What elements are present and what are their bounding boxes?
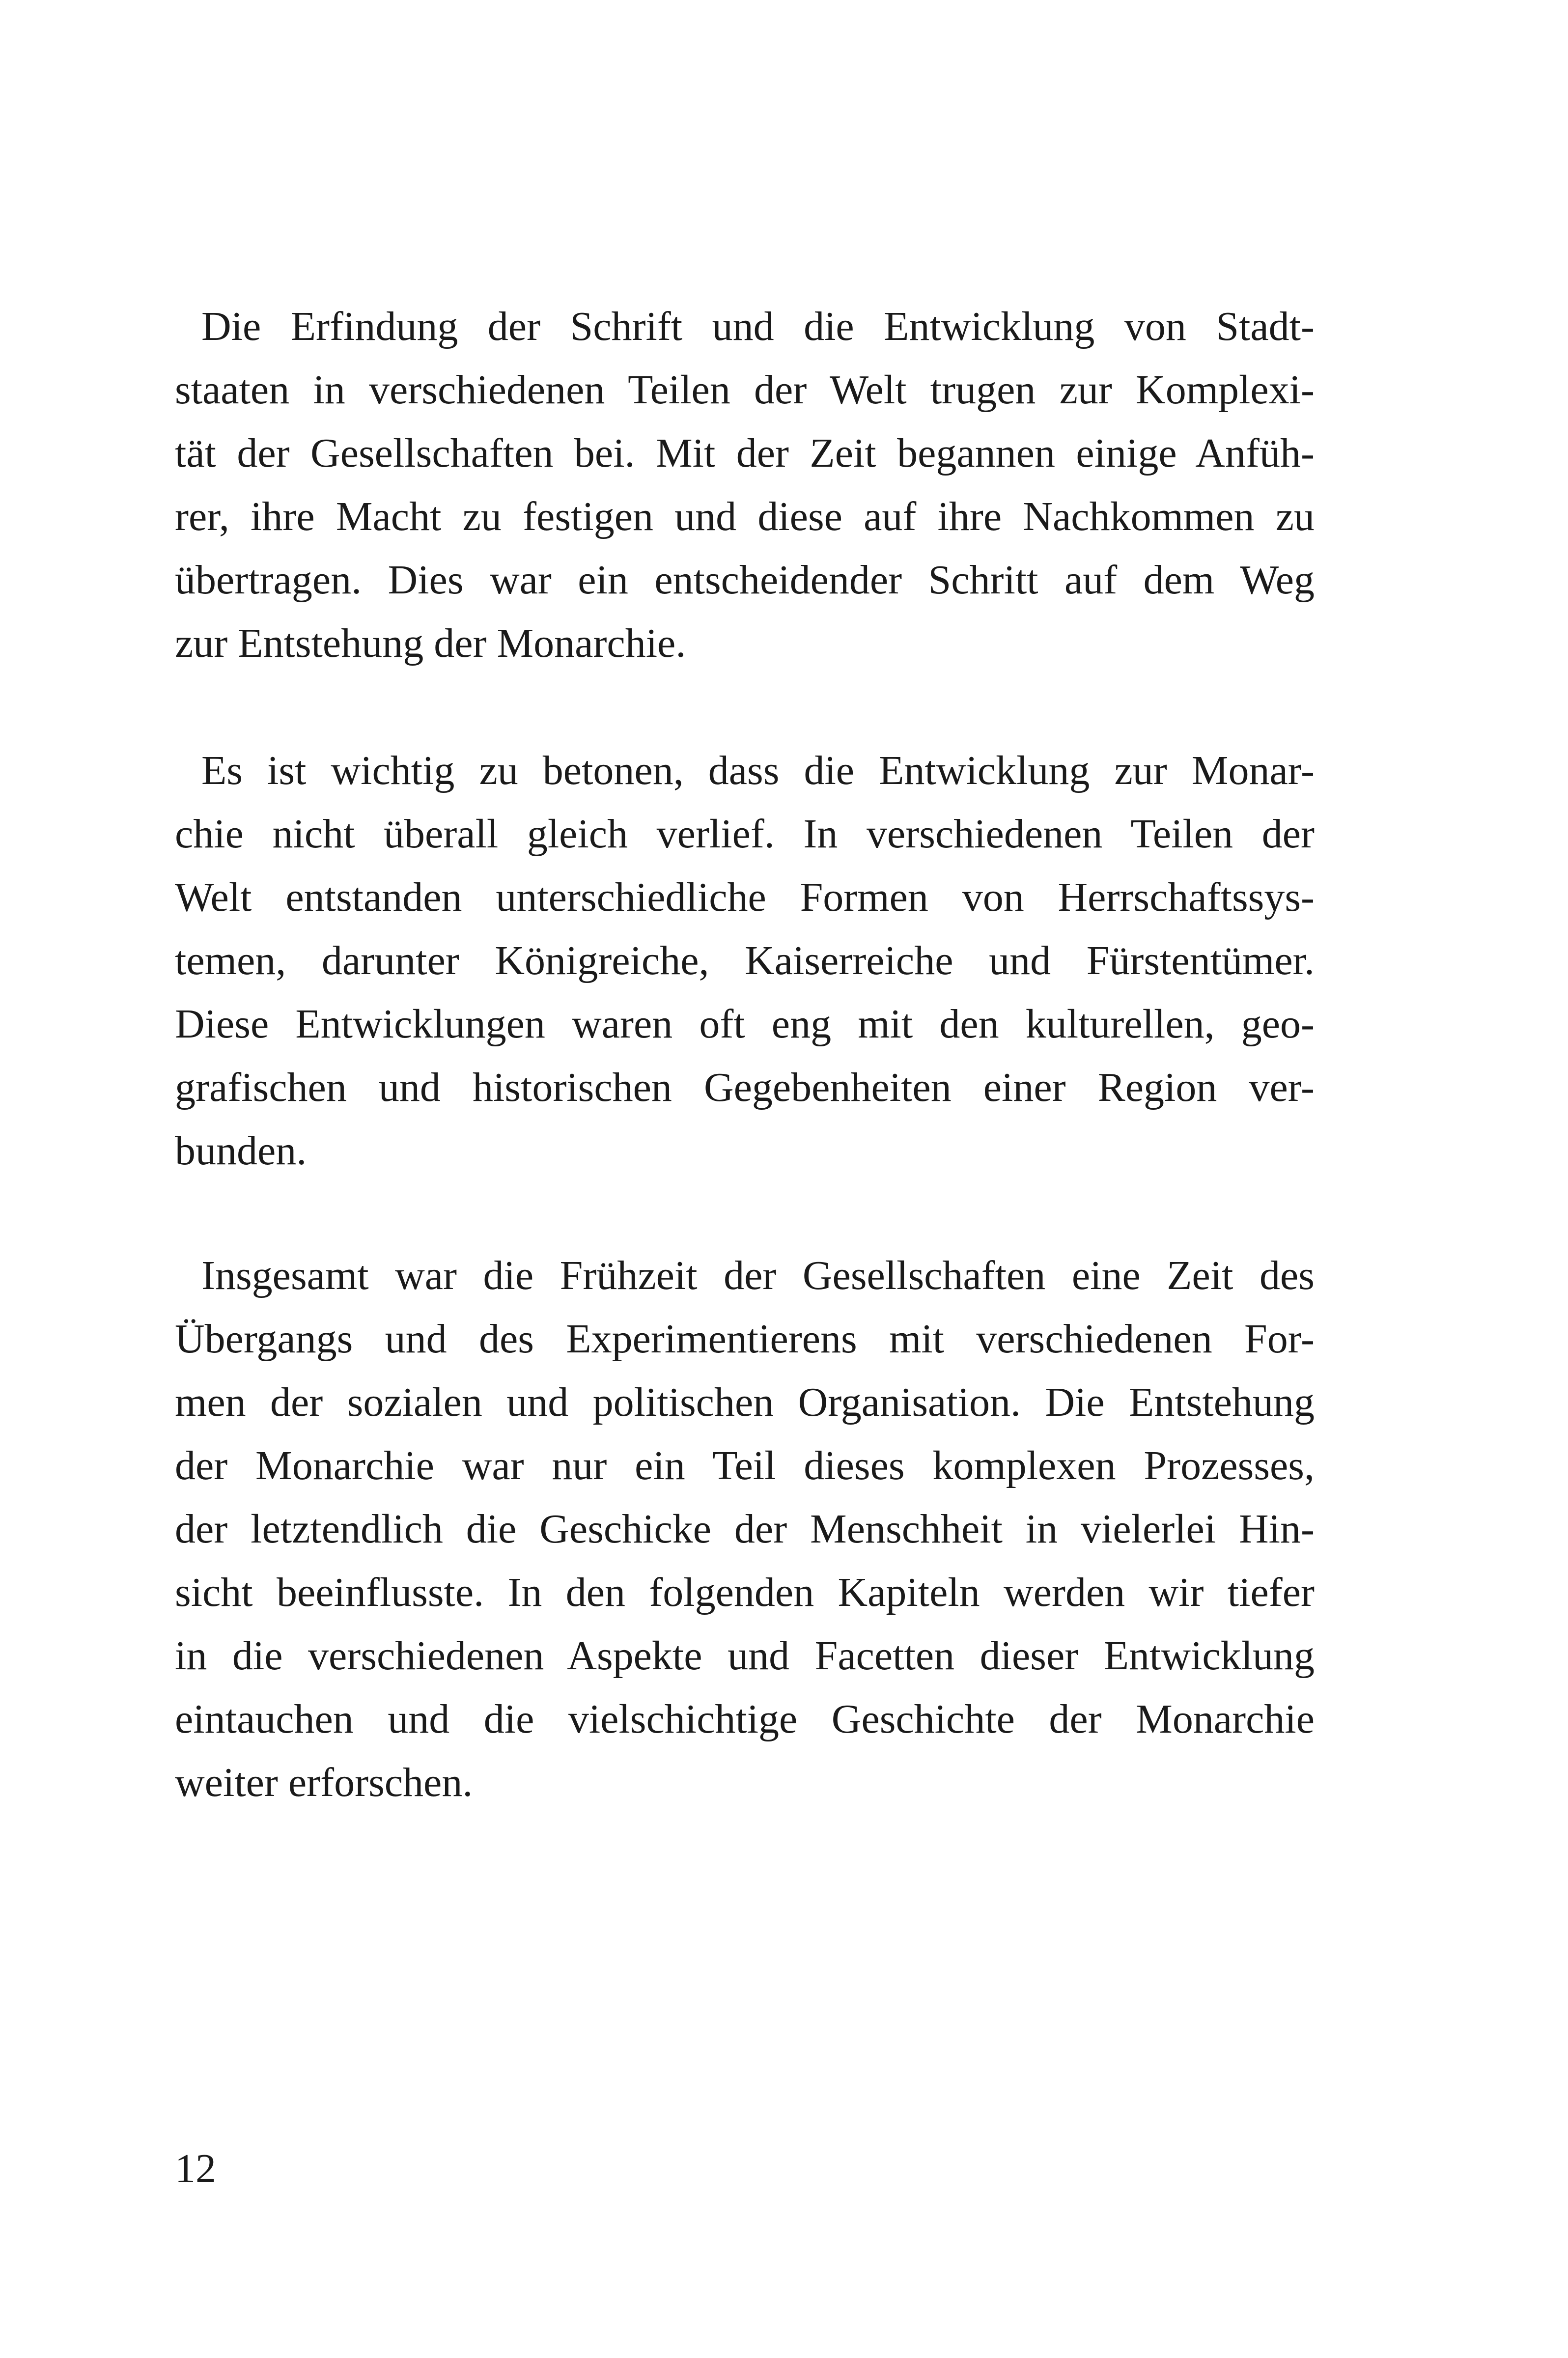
text-line: Welt entstanden unterschiedliche Formen von Herrschaftssys- (175, 874, 1315, 920)
paragraph (175, 739, 1315, 1182)
text-line: staaten in verschiedenen Teilen der Welt trugen zur Komplexi- (175, 367, 1315, 413)
text-line: grafischen und historischen Gegebenheiten einer Region ver- (175, 1065, 1315, 1110)
text-line: chie nicht überall gleich verlief. In verschiedenen Teilen der (175, 811, 1315, 857)
text-line: Insgesamt war die Frühzeit der Gesellschaften eine Zeit des (201, 1253, 1315, 1298)
text-line: sicht beeinflusste. In den folgenden Kapiteln werden wir tiefer (175, 1570, 1315, 1615)
text-line: bunden. (175, 1128, 307, 1174)
text-line: Es ist wichtig zu betonen, dass die Entwicklung zur Monar- (201, 748, 1315, 793)
text-line: Die Erfindung der Schrift und die Entwicklung von Stadt- (201, 304, 1315, 349)
text-line: zur Entstehung der Monarchie. (175, 620, 686, 666)
text-line: übertragen. Dies war ein entscheidender Schritt auf dem Weg (175, 557, 1315, 603)
text-line: men der sozialen und politischen Organisation. Die Entstehung (175, 1379, 1315, 1425)
text-line: Diese Entwicklungen waren oft eng mit den kulturellen, geo- (175, 1001, 1315, 1047)
text-line: in die verschiedenen Aspekte und Facetten dieser Entwicklung (175, 1633, 1315, 1679)
paragraph (175, 295, 1315, 675)
text-line: rer, ihre Macht zu festigen und diese auf ihre Nachkommen zu (175, 494, 1315, 539)
text-line: eintauchen und die vielschichtige Geschichte der Monarchie (175, 1696, 1315, 1742)
page-number: 12 (175, 2146, 216, 2191)
text-line: der Monarchie war nur ein Teil dieses komplexen Prozesses, (175, 1443, 1315, 1488)
text-line: Übergangs und des Experimentierens mit verschiedenen For- (175, 1316, 1315, 1362)
text-line: temen, darunter Königreiche, Kaiserreiche und Fürstentümer. (175, 938, 1315, 983)
text-line: tät der Gesellschaften bei. Mit der Zeit begannen einige Anfüh- (175, 430, 1315, 476)
paragraph (175, 1244, 1315, 1814)
text-line: weiter erforschen. (175, 1760, 473, 1805)
text-line: der letztendlich die Geschicke der Menschheit in vielerlei Hin- (175, 1506, 1315, 1552)
